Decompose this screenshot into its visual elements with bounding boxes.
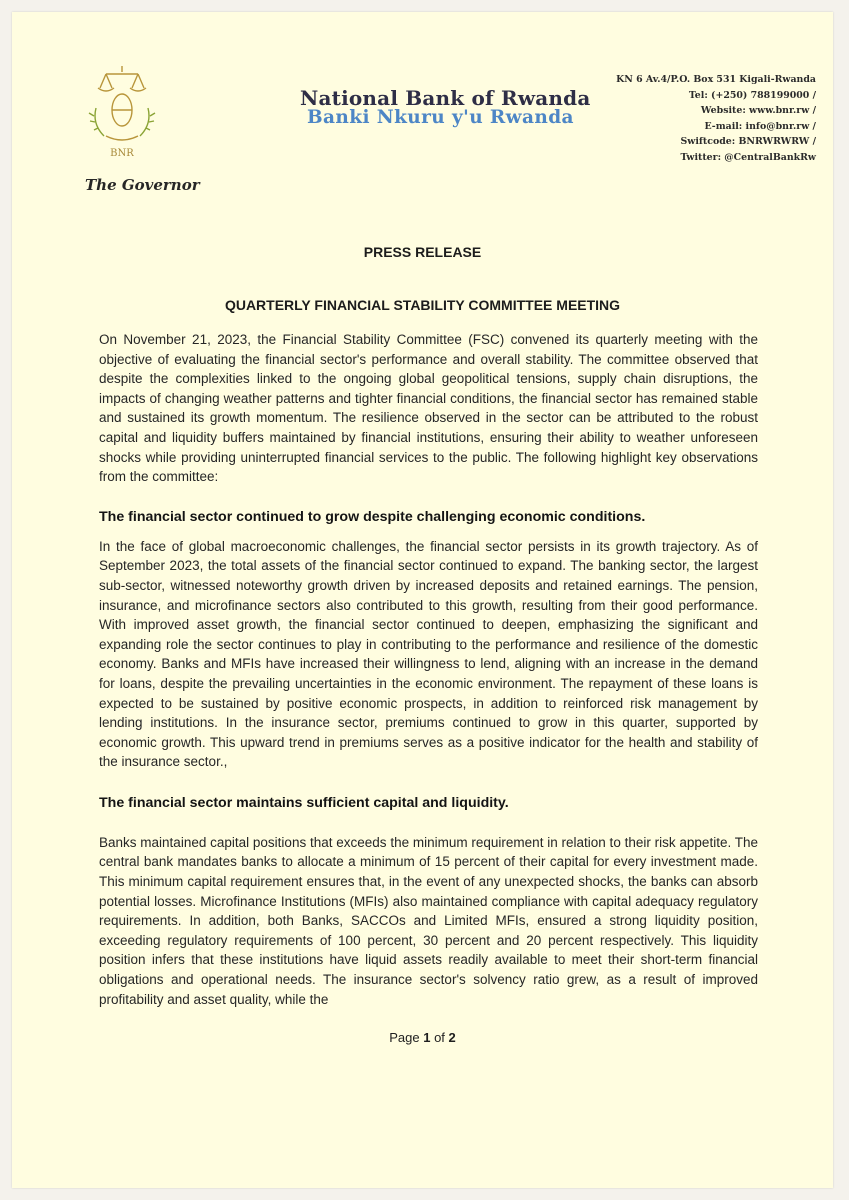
capital-paragraph: Banks maintained capital positions that exceeds the minimum requirement in relation to their risk appetite. The central bank mandates banks to allocate a minimum of 15 percent of their capital for every investment made. This minimum capital requirement ensures that, in the event of any unexpected shocks, the banks can absorb potential losses. Microfinance Institutions (MFIs) also maintained compliance with capital adequacy regulatory requirements. In addition, both Banks, SACCOs and Limited MFIs, ensured a strong liquidity position, exceeding regulatory requirements of 100 percent, 30 percent and 20 percent respectively. This liquidity position infers that these institutions have liquid assets readily available to meet their short-term financial obligations and operational needs. The insurance sector's solvency ratio grew, as a result of improved profitability and asset quality, while the (99, 834, 758, 1007)
office-label: The Governor (85, 176, 200, 194)
intro-paragraph: On November 21, 2023, the Financial Stability Committee (FSC) convened its quarterly meeting with the objective of evaluating the financial sector's performance and overall stability. The committee observed that despite the complexities linked to the ongoing global geopolitical tensions, supply chain disruptions, the impacts of changing weather patterns and tighter financial conditions, the financial sector has remained stable and sustained its growth momentum. The resilience observed in the sector can be attributed to the robust capital and liquidity buffers maintained by financial institutions, ensuring their ability to weather unforeseen shocks while providing uninterrupted financial services to the public. The following highlight key observations from the committee: (99, 332, 758, 485)
document-body (99, 330, 758, 1009)
current-page: 1 (423, 1030, 431, 1045)
scales-emblem-icon (89, 66, 155, 140)
section-heading-growth: The financial sector continued to grow despite challenging economic conditions. (99, 508, 646, 525)
section-heading-capital: The financial sector maintains sufficient capital and liquidity. (99, 794, 509, 811)
contact-address: KN 6 Av.4/P.O. Box 531 Kigali-Rwanda (616, 74, 816, 85)
bank-name: National Bank of Rwanda (300, 86, 591, 110)
contact-website: Website: www.bnr.rw / (700, 105, 816, 117)
bank-name-kinyarwanda: Banki Nkuru y'u Rwanda (307, 107, 574, 128)
bnr-logo (76, 58, 168, 160)
contact-email: E-mail: info@bnr.rw / (704, 120, 816, 132)
page-word: Page (389, 1030, 420, 1045)
total-pages: 2 (448, 1030, 456, 1045)
contact-twitter: Twitter: @CentralBankRw (680, 151, 816, 163)
contact-swiftcode: Swiftcode: BNRWRWRW / (680, 136, 816, 148)
of-word: of (434, 1030, 445, 1045)
contact-telephone: Tel: (+250) 788199000 / (688, 89, 816, 101)
growth-paragraph: In the face of global macroeconomic challenges, the financial sector persists in its growth trajectory. As of September 2023, the total assets of the financial sector continued to expand. The banking sector, the largest sub-sector, witnessed noteworthy growth driven by increased deposits and retained earnings. The pension, insurance, and microfinance sectors also contributed to this growth, resulting from their good performance. With improved asset growth, the financial sector continued to deepen, emphasizing the significant and expanding role the sector continues to play in contributing to the performance and resilience of the domestic economy. Banks and MFIs have increased their willingness to lend, aligning with an increase in the demand for loans, despite the prevailing uncertainties in the economic environment. The repayment of these loans is expected to be sustained by positive economic prospects, in addition to reinforced risk management by lending institutions. In the insurance sector, premiums continued to grow in this quarter, supported by economic growth. This upward trend in premiums serves as a positive indicator for the health and stability of the insurance sector., (99, 538, 758, 770)
document-title: QUARTERLY FINANCIAL STABILITY COMMITTEE MEETING (224, 297, 621, 313)
logo-text: BNR (110, 148, 134, 159)
press-release-heading: PRESS RELEASE (363, 244, 482, 260)
contact-block (556, 72, 816, 166)
page-number (12, 1030, 833, 1045)
